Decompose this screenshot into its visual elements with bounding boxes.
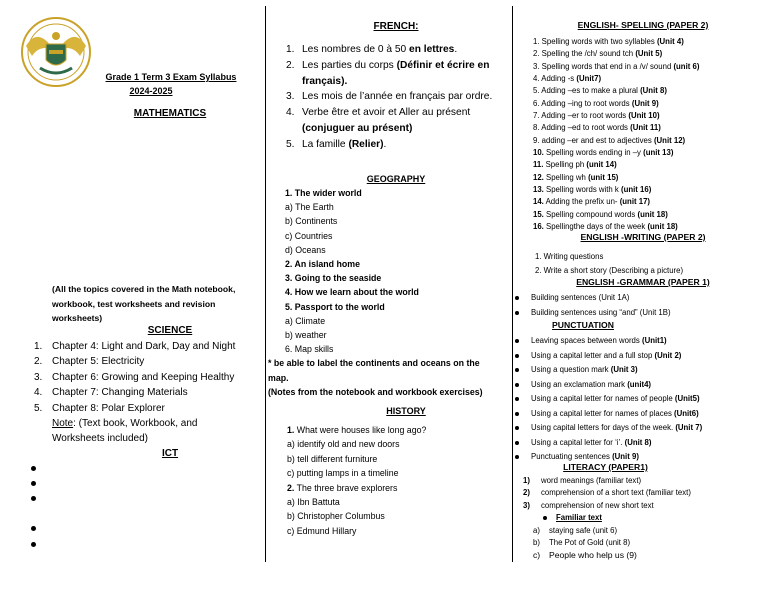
punctuation-item: Using a capital letter for names of people (Unit5): [515, 392, 767, 407]
science-list: [34, 339, 262, 447]
spelling-item: 7. Adding –er to root words (Unit 10): [533, 111, 660, 121]
bullet-icon: [515, 383, 519, 387]
spelling-item: 8. Adding –ed to root words (Unit 11): [533, 123, 661, 133]
history-line: b) tell different furniture: [287, 453, 378, 464]
science-note: Note : (Text book, Workbook, and: [52, 418, 198, 430]
grammar-list: [515, 291, 765, 320]
geo-line: 2. An island home: [285, 259, 360, 270]
french-item-cont: (conjuguer au présent): [302, 122, 413, 134]
ict-title: ICT: [161, 448, 179, 459]
bullet-icon: [515, 354, 519, 358]
geo-line: b) Continents: [285, 216, 338, 227]
writing-item: 1. Writing questions: [535, 252, 604, 261]
bullet-icon: [515, 296, 519, 300]
literacy-sub-item: c) People who help us (9): [533, 550, 637, 561]
geo-note-line: * be able to label the continents and oceans on the: [268, 358, 480, 368]
syllabus-title: Grade 1 Term 3 Exam Syllabus: [105, 72, 237, 82]
history-line: 1. What were houses like long ago?: [287, 425, 427, 435]
literacy-sub-item: b) The Pot of Gold (unit 8): [533, 538, 631, 548]
history-line: b) Christopher Columbus: [287, 511, 385, 522]
geo-line: 4. How we learn about the world: [285, 287, 419, 298]
history-line: a) Ibn Battuta: [287, 497, 340, 508]
history-line: a) identify old and new doors: [287, 439, 400, 450]
french-title: FRENCH:: [373, 21, 419, 32]
geo-line: 1. The wider world: [285, 188, 362, 198]
geo-note-line: (Notes from the notebook and workbook exercises): [268, 387, 483, 397]
spelling-item: 6. Adding –ing to root words (Unit 9): [533, 98, 659, 108]
writing-title: ENGLISH -WRITING (PAPER 2): [580, 232, 706, 242]
punctuation-item: Using a capital letter for names of places (Unit6): [515, 407, 767, 422]
geography-list: [285, 186, 511, 356]
history-line: c) putting lamps in a timeline: [287, 468, 399, 479]
spelling-item: 10. Spelling words ending in –y (unit 13): [533, 148, 674, 158]
bullet-icon: [31, 542, 36, 547]
geo-line: 6. Map skills: [285, 344, 334, 355]
geo-line: b) weather: [285, 330, 327, 341]
bullet-icon: [515, 455, 519, 459]
literacy-item: 1) word meanings (familiar text): [523, 476, 642, 485]
science-note-cont: Worksheets included): [52, 433, 148, 445]
middle-column: [266, 0, 512, 560]
grammar-item: Building sentences using “and” (Unit 1B): [515, 306, 765, 321]
literacy-sub-item: a) staying safe (unit 6): [533, 525, 618, 535]
science-item: 3. Chapter 6: Growing and Keeping Healthy: [34, 371, 235, 383]
geography-note: [268, 356, 512, 400]
geo-line: a) Climate: [285, 315, 326, 326]
french-item: 4. Verbe être et avoir et Aller au présent: [286, 107, 471, 119]
spelling-item: 4. Adding -s (Unit7): [533, 74, 602, 84]
spelling-item: 11. Spelling ph (unit 14): [533, 160, 617, 170]
spelling-item: 2. Spelling the /ch/ sound tch (Unit 5): [533, 49, 663, 59]
bullet-icon: [31, 481, 36, 486]
french-item: 3. Les mois de l’année en français par ordre.: [286, 91, 493, 103]
spelling-item: 1. Spelling words with two syllables (Unit 4): [533, 37, 684, 46]
punctuation-list: [515, 334, 767, 465]
math-title: MATHEMATICS: [133, 108, 207, 119]
spelling-item: 16. Spellingthe days of the week (unit 18): [533, 222, 678, 232]
punctuation-item: Leaving spaces between words (Unit1): [515, 334, 767, 349]
spelling-item: 15. Spelling compound words (unit 18): [533, 209, 668, 219]
geo-line: a) The Earth: [285, 202, 334, 213]
spelling-list: [533, 36, 765, 234]
right-column: [513, 0, 768, 560]
writing-list: [535, 250, 765, 277]
syllabus-year: 2024-2025: [129, 86, 173, 96]
spelling-item: 13. Spelling words with k (unit 16): [533, 185, 652, 195]
syllabus-header: [96, 70, 246, 98]
math-note-line: (All the topics covered in the Math notebook,: [52, 284, 236, 294]
school-crest-icon: [18, 16, 94, 88]
punctuation-item: Using a question mark (Unit 3): [515, 363, 767, 378]
geography-title: GEOGRAPHY: [366, 174, 426, 184]
grammar-item: Building sentences (Unit 1A): [515, 291, 765, 306]
bullet-icon: [543, 516, 547, 520]
history-line: c) Edmund Hillary: [287, 525, 357, 536]
history-list: [287, 423, 511, 538]
history-title: HISTORY: [386, 406, 426, 416]
punctuation-title: PUNCTUATION: [552, 320, 614, 330]
french-item: 5. La famille (Relier) .: [286, 138, 387, 150]
literacy-item: 2) comprehension of a short text (familiar text): [523, 488, 691, 498]
bullet-icon: [515, 339, 519, 343]
punctuation-item: Using capital letters for days of the week. (Unit 7): [515, 421, 767, 436]
literacy-title: LITERACY (PAPER1): [563, 462, 648, 472]
geo-line: 3. Going to the seaside: [285, 273, 382, 284]
science-title: SCIENCE: [147, 325, 193, 336]
geo-line: 5. Passport to the world: [285, 301, 385, 312]
bullet-icon: [515, 441, 519, 445]
french-item-cont: français).: [302, 75, 348, 87]
writing-item: 2. Write a short story (Describing a picture): [535, 265, 684, 275]
bullet-icon: [515, 397, 519, 401]
bullet-icon: [31, 496, 36, 501]
french-list: [286, 42, 512, 153]
grammar-title: ENGLISH -GRAMMAR (PAPER 1): [576, 277, 710, 287]
left-column: [0, 0, 264, 560]
literacy-item: 3) comprehension of new short text: [523, 500, 654, 510]
french-item: 2. Les parties du corps (Définir et écrire en: [286, 59, 490, 71]
school-logo: [18, 16, 94, 88]
spelling-item: 5. Adding –es to make a plural (Unit 8): [533, 86, 667, 96]
spelling-item: 3. Spelling words that end in a /v/ sound (unit 6): [533, 61, 700, 71]
math-note: [52, 282, 262, 326]
bullet-icon: [31, 466, 36, 471]
history-line: 2. The three brave explorers: [287, 482, 398, 493]
bullet-icon: [515, 368, 519, 372]
bullet-icon: [31, 526, 36, 531]
science-item: 2. Chapter 5: Electricity: [34, 356, 145, 368]
literacy-list: [523, 475, 763, 562]
spelling-item: 14. Adding the prefix un- (unit 17): [533, 197, 651, 207]
bullet-icon: [515, 412, 519, 416]
science-item: 1. Chapter 4: Light and Dark, Day and Night: [34, 341, 236, 352]
bullet-icon: [515, 426, 519, 430]
punctuation-item: Using a capital letter and a full stop (Unit 2): [515, 349, 767, 364]
math-note-line: workbook, test worksheets and revision: [52, 298, 216, 309]
spelling-title: ENGLISH- SPELLING (PAPER 2): [577, 20, 709, 30]
geo-note-line: map.: [268, 372, 289, 383]
bullet-icon: [515, 311, 519, 315]
french-item: 1. Les nombres de 0 à 50 en lettres .: [286, 44, 458, 55]
punctuation-item: Punctuating sentences (Unit 9): [515, 450, 767, 465]
familiar-text-label: Familiar text: [523, 512, 763, 524]
geo-line: c) Countries: [285, 230, 333, 241]
punctuation-item: Using an exclamation mark (unit4): [515, 378, 767, 393]
punctuation-item: Using a capital letter for ‘i’. (Unit 8): [515, 436, 767, 451]
science-item: 5. Chapter 8: Polar Explorer: [34, 402, 165, 414]
science-item: 4. Chapter 7: Changing Materials: [34, 387, 188, 399]
spelling-item: 12. Spelling wh (unit 15): [533, 172, 619, 182]
geo-line: d) Oceans: [285, 244, 326, 255]
math-note-line: worksheets): [52, 313, 103, 323]
spelling-item: 9. adding –er and est to adjectives (Unit 12): [533, 135, 686, 145]
